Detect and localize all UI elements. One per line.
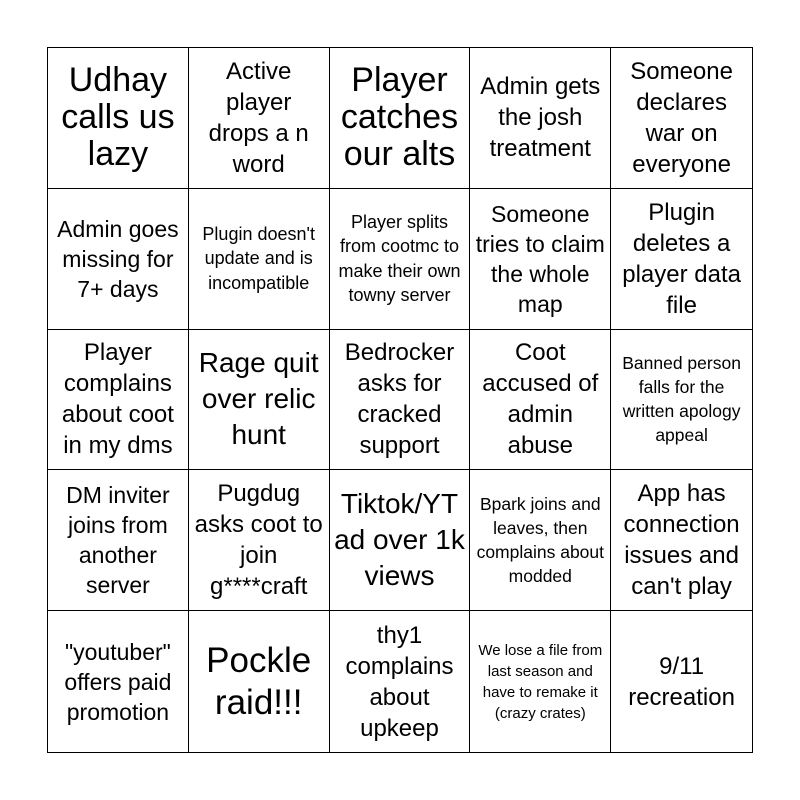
cell-text: Active player drops a n word (208, 57, 309, 178)
cell-text: Plugin deletes a player data file (622, 198, 741, 319)
cell-text: Plugin doesn't update and is incompatible (202, 223, 315, 293)
cell-text: Bedrocker asks for cracked support (344, 339, 455, 460)
cell-text: Tiktok/YT ad over 1k views (334, 488, 465, 592)
bingo-cell[interactable] (611, 48, 752, 189)
cell-text: Player complains about coot in my dms (61, 339, 174, 460)
cell-text: Rage quit over relic hunt (198, 347, 319, 451)
bingo-cell[interactable] (189, 330, 330, 471)
cell-text: Bpark joins and leaves, then complains about modded (476, 494, 605, 587)
bingo-board (47, 47, 753, 753)
bingo-cell[interactable] (189, 470, 330, 611)
cell-text: Udhay calls us lazy (61, 61, 175, 174)
bingo-cell[interactable] (470, 470, 611, 611)
cell-text: Someone declares war on everyone (630, 57, 733, 178)
cell-text: Admin goes missing for 7+ days (57, 215, 179, 302)
bingo-cell[interactable] (611, 330, 752, 471)
cell-text: We lose a file from last season and have to remake it (crazy crates) (478, 641, 603, 722)
cell-text: DM inviter joins from another server (66, 482, 170, 599)
bingo-cell[interactable] (189, 189, 330, 330)
bingo-cell[interactable] (470, 330, 611, 471)
cell-text: Banned person falls for the written apology appeal (622, 353, 741, 446)
cell-text: App has connection issues and can't play (623, 480, 740, 601)
bingo-cell[interactable] (611, 611, 752, 752)
cell-text: Player splits from cootmc to make their own towny server (338, 211, 461, 306)
cell-text: Pugdug asks coot to join g****craft (194, 480, 323, 601)
cell-text: Someone tries to claim the whole map (475, 200, 605, 317)
cell-text: thy1 complains about upkeep (345, 621, 454, 742)
bingo-cell[interactable] (470, 48, 611, 189)
cell-text: 9/11 recreation (628, 652, 735, 711)
bingo-cell[interactable] (48, 470, 189, 611)
bingo-cell[interactable] (330, 189, 471, 330)
bingo-cell[interactable] (611, 189, 752, 330)
bingo-cell[interactable] (48, 330, 189, 471)
bingo-cell[interactable] (330, 470, 471, 611)
bingo-cell[interactable] (189, 48, 330, 189)
bingo-cell[interactable] (189, 611, 330, 752)
bingo-cell[interactable] (330, 611, 471, 752)
bingo-cell[interactable] (48, 189, 189, 330)
bingo-cell[interactable] (611, 470, 752, 611)
cell-text: Admin gets the josh treatment (480, 73, 601, 163)
bingo-cell[interactable] (330, 48, 471, 189)
cell-text: Coot accused of admin abuse (482, 339, 599, 460)
cell-text: Pockle raid!!! (206, 640, 312, 722)
bingo-cell[interactable] (470, 189, 611, 330)
cell-text: "youtuber" offers paid promotion (64, 638, 172, 725)
cell-text: Player catches our alts (340, 61, 459, 174)
bingo-cell[interactable] (48, 48, 189, 189)
bingo-cell[interactable] (48, 611, 189, 752)
bingo-cell[interactable] (330, 330, 471, 471)
bingo-cell[interactable] (470, 611, 611, 752)
